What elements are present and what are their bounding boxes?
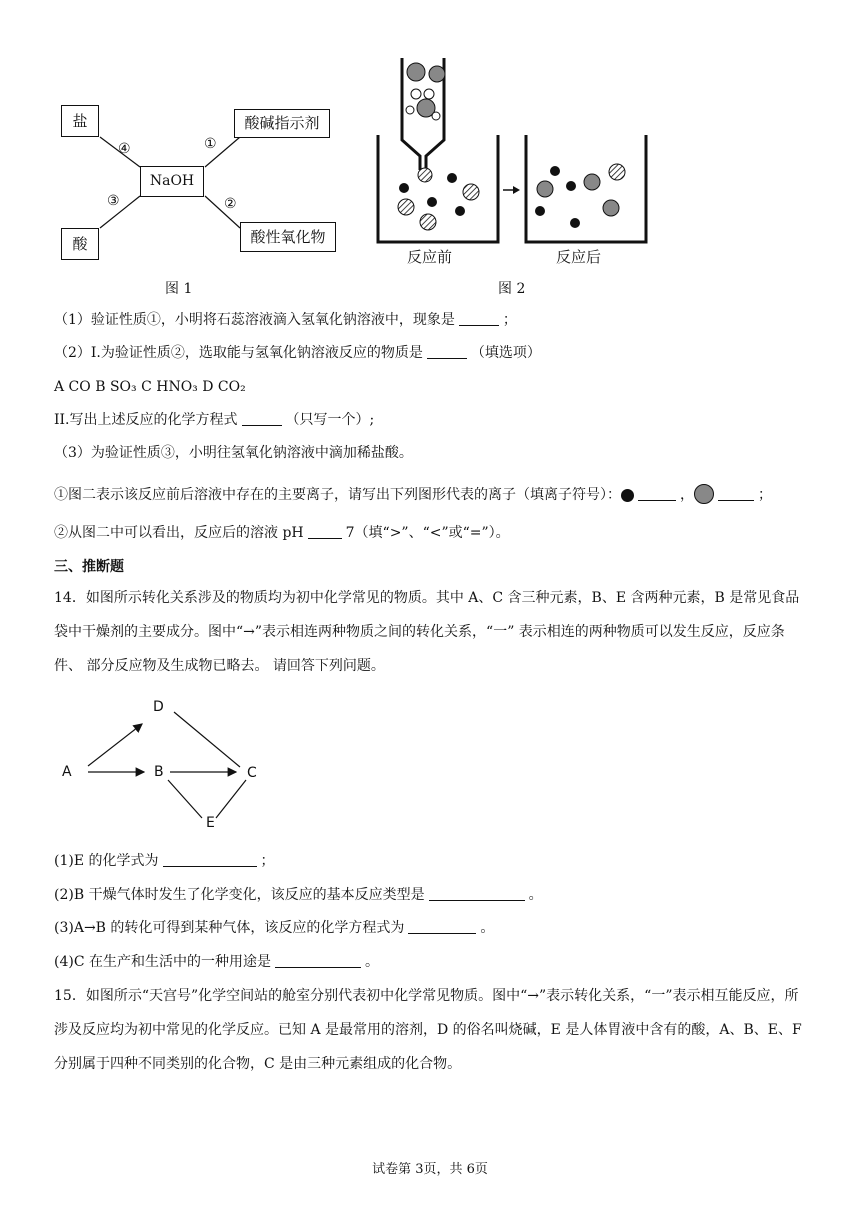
node-a: A: [62, 764, 72, 780]
q14-stem: 14．如图所示转化关系涉及的物质均为初中化学常见的物质。其中 A、C 含三种元素，B、E 含两种元素，B 是常见食品袋中干燥剂的主要成分。图中“→”表示相连两种物质之间的转化关系，“一” 表示相连的两种物质可以发生反应，反应条件、 部分反应物及生成物已略去。 请回答下列问题。: [54, 590, 800, 674]
answer-blank[interactable]: [638, 486, 676, 501]
answer-blank[interactable]: [718, 486, 754, 501]
q13-options: A CO B SO₃ C HNO₃ D CO₂: [54, 379, 246, 395]
arrow-icon: [503, 186, 520, 194]
after-label: 反应后: [556, 248, 602, 266]
q15-stem: 15．如图所示“天宫号”化学空间站的舱室分别代表初中化学常见物质。图中“→”表示转化关系，“一”表示相互能反应，所涉及反应均为初中常见的化学反应。已知 A 是最常用的溶剂，D 的俗名叫烧碱，E 是人体胃液中含有的酸，A、B、E、F 分别属于四种不同类别的化合物，C 是由三种元素组成的化合物。: [54, 988, 802, 1072]
dropper: [402, 58, 445, 170]
label-4: ④: [118, 141, 131, 157]
answer-blank[interactable]: [275, 953, 361, 968]
q14-sub2: (2)B 干燥气体时发生了化学变化，该反应的基本反应类型是 。: [54, 887, 543, 903]
black-dot-icon: [621, 489, 634, 502]
label-3: ③: [107, 193, 120, 209]
indicator-box: 酸碱指示剂: [234, 109, 330, 138]
acid-box: 酸: [61, 228, 99, 260]
figure-1-caption: 图 1: [165, 281, 193, 297]
q13-part3a: ①图二表示该反应前后溶液中存在的主要离子，请写出下列图形代表的离子（填离子符号）： ， ；: [54, 484, 772, 505]
q14-sub4: (4)C 在生产和生活中的一种用途是 。: [54, 954, 379, 970]
answer-blank[interactable]: [459, 311, 499, 326]
figure-2-caption: 图 2: [498, 281, 526, 297]
answer-blank[interactable]: [163, 852, 257, 867]
node-c: C: [247, 765, 257, 781]
answer-blank[interactable]: [242, 411, 282, 426]
q13-part2: （2）I.为验证性质②，选取能与氢氧化钠溶液反应的物质是 （填选项）: [54, 345, 541, 361]
answer-blank[interactable]: [408, 919, 476, 934]
answer-blank[interactable]: [427, 344, 467, 359]
node-b: B: [154, 764, 164, 780]
label-1: ①: [204, 136, 217, 152]
q13-part2b: II.写出上述反应的化学方程式 （只写一个）;: [54, 412, 375, 428]
answer-blank[interactable]: [308, 524, 342, 539]
q13-part3b: ②从图二中可以看出，反应后的溶液 pH 7（填“>”、“<”或“=”）。: [54, 525, 510, 541]
q14-sub3: (3)A→B 的转化可得到某种气体，该反应的化学方程式为 。: [54, 920, 495, 936]
q13-part1: （1）验证性质①，小明将石蕊溶液滴入氢氧化钠溶液中，现象是 ；: [54, 312, 517, 328]
salt-box: 盐: [61, 105, 99, 137]
q14-arrows: [50, 692, 280, 842]
acidic-oxide-box: 酸性氧化物: [240, 222, 336, 252]
answer-blank[interactable]: [429, 886, 525, 901]
node-d: D: [153, 699, 164, 715]
node-e: E: [206, 815, 215, 831]
before-label: 反应前: [407, 248, 453, 266]
section-heading: 三、推断题: [54, 559, 124, 575]
q14-sub1: (1)E 的化学式为 ；: [54, 853, 275, 869]
page-footer: 试卷第 3页，共 6页: [372, 1162, 488, 1177]
figure-2-drawing: [370, 50, 660, 275]
figure-1-connectors: [0, 0, 360, 300]
beaker-before: [378, 135, 498, 242]
grey-circle-icon: [694, 484, 714, 504]
naoh-box: NaOH: [140, 166, 204, 197]
q13-part3: （3）为验证性质③，小明往氢氧化钠溶液中滴加稀盐酸。: [54, 445, 413, 461]
beaker-after: [526, 135, 646, 242]
label-2: ②: [224, 196, 237, 212]
